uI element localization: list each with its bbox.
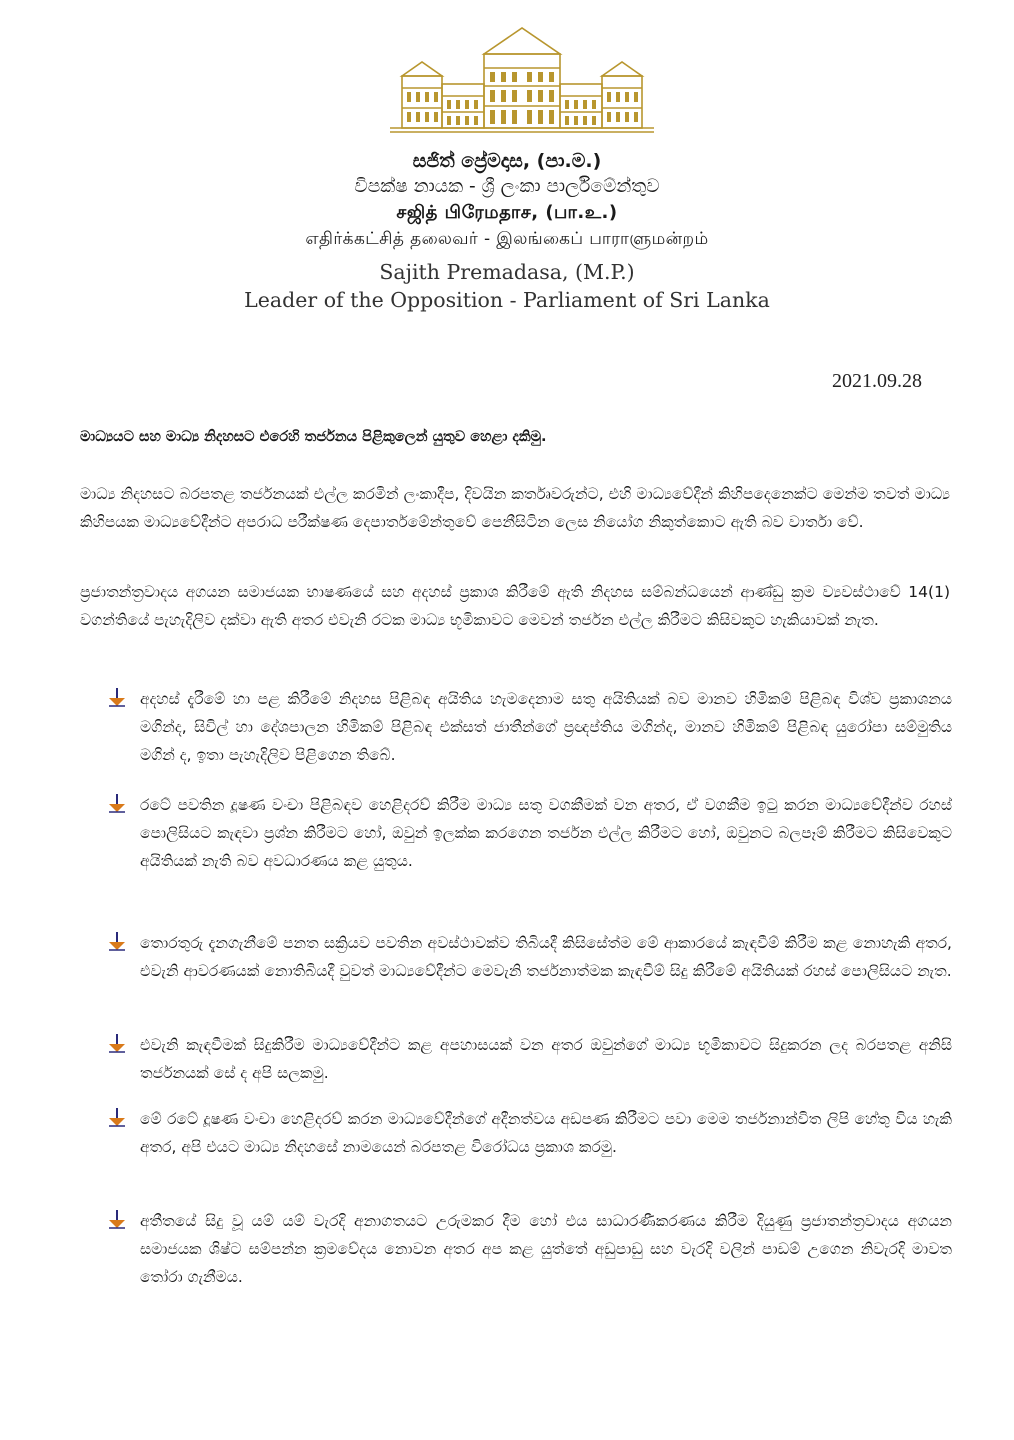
letterhead	[0, 148, 1014, 314]
letterhead-sinhala-title: විපක්ෂ නායක - ශ්‍රී ලංකා පාර්ලිමේන්තුව	[354, 176, 660, 197]
bullet-text: අදහස් දැරීමේ හා පළ කිරීමේ නිදහස පිළිබඳ අයිතිය හැමදෙනාම සතු අයිතියක් බව මානව හිමිකම් පිළිබඳ විශ්ව ප්‍රකාශනය මගින්ද, සිවිල් හා දේශපාලන හිමිකම් පිළිබඳ එක්සත් ජාතීන්ගේ ප්‍රඥප්තිය මගින්ද, මානව හිමිකම් පිළිබඳ යුරෝපා සම්මුතිය මගින් ද, ඉතා පැහැදිලිව පිළිගෙන තිබේ.	[140, 690, 952, 764]
letterhead-english-name: Sajith Premadasa, (M.P.)	[379, 260, 635, 284]
pin-arrow-bullet-icon	[106, 1033, 128, 1055]
pin-arrow-bullet-icon	[106, 931, 128, 953]
bullet-text: රටේ පවතින දූෂණ වංචා පිළිබඳව හෙළිදරව් කිරීම මාධ්‍ය සතු වගකීමක් වන අතර, ඒ වගකීම ඉටු කරන මාධ්‍යවේදීන්ව රහස් පොලිසියට කැඳවා ප්‍රශ්න කිරීමට හෝ, ඔවුන් ඉලක්ක කරගෙන තර්ජන එල්ල කිරීමට හෝ, ඔවුනට බලපෑම් කිරීමට කිසිවෙකුට අයිතියක් නැති බව අවධාරණය කළ යුතුය.	[140, 796, 952, 870]
body-paragraph: මාධ්‍ය නිදහසට බරපතළ තර්ජනයක් එල්ල කරමින් ලංකාදීප, දිවයින කර්තෘවරුන්ට, එහි මාධ්‍යවේදීන් කිහිපදෙනෙක්ට මෙන්ම තවත් මාධ්‍ය කිහිපයක මාධ්‍යවේදීන්ට අපරාධ පරීක්ෂණ දෙපාර්තමේන්තුවේ පෙනීසිටින ලෙස නියෝග නිකුත්කොට ඇති බව වාර්තා වේ.	[80, 485, 950, 531]
bullet-text: අතීතයේ සිදු වූ යම් යම් වැරදි අනාගතයට උරුමකර දීම හෝ එය සාධාරණීකරණය කිරීම දියුණු ප්‍රජාතන්ත්‍රවාදය අගයන සමාජයක ශිෂ්ට සම්පන්න ක්‍රමවේදය නොවන අතර අප කළ යුත්තේ අඩුපාඩු සහ වැරදි වලින් පාඩම් උගෙන නිවැරදි මාවත තෝරා ගැනීමය.	[140, 1212, 952, 1286]
letterhead-english-title: Leader of the Opposition - Parliament of Sri Lanka	[244, 288, 770, 312]
bullet-text: තොරතුරු දැනගැනීමේ පනත සක්‍රියව පවතින අවස්ථාවක්ව තිබියදී කිසිසේත්ම මේ ආකාරයේ කැඳවීම් කිරීම කළ නොහැකි අතර, එවැනි ආවරණයක් නොතිබියදී වුවත් මාධ්‍යවේදීන්ට මෙවැනි තර්ජනාත්මක කැඳවීම් සිදු කිරීමේ අයිතියක් රහස් පොලිසියට නැත.	[140, 934, 952, 980]
pin-arrow-bullet-icon	[106, 793, 128, 815]
parliament-building-logo	[388, 24, 656, 136]
letterhead-tamil-title: எதிர்க்கட்சித் தலைவர் - இலங்கைப் பாராளுமன்றம்	[305, 229, 709, 249]
pin-arrow-bullet-icon	[106, 687, 128, 709]
pin-arrow-bullet-icon	[106, 1107, 128, 1129]
bullet-text: මේ රටේ දූෂණ වංචා හෙළිදරව් කරන මාධ්‍යවේදීන්ගේ අදීනත්වය අඩපණ කිරීමට පවා මෙම තර්ජනාන්විත ලිපි හේතු විය හැකි අතර, අපි එයට මාධ්‍ය නිදහසේ නාමයෙන් බරපතළ විරෝධය ප්‍රකාශ කරමු.	[140, 1110, 952, 1156]
letterhead-tamil-name: சஜித் பிரேமதாச, (பா.உ.)	[396, 202, 618, 223]
letterhead-sinhala-name: සජිත් ප්‍රේමදාස, (පා.ම.)	[412, 150, 602, 172]
body-paragraph: ප්‍රජාතන්ත්‍රවාදය අගයන සමාජයක භාෂණයේ සහ අදහස් ප්‍රකාශ කිරීමේ ඇති නිදහස සම්බන්ධයෙන් ආණ්ඩු ක්‍රම ව්‍යවස්ථාවේ 14(1) වගන්තියේ පැහැදිලිව දක්වා ඇති අතර එවැනි රටක මාධ්‍ය භූමිකාවට මෙවන් තර්ජන එල්ල කිරීමට කිසිවකුට හැකියාවක් නැත.	[80, 583, 950, 629]
pin-arrow-bullet-icon	[106, 1209, 128, 1231]
document-date: 2021.09.28	[832, 370, 922, 392]
document-subject: මාධ්‍යයට සහ මාධ්‍ය නිදහසට එරෙහි තර්ජනය පිළිකුලෙන් යුතුව හෙළා දකිමු.	[80, 429, 547, 445]
bullet-text: එවැනි කැඳවීමක් සිදුකිරීම මාධ්‍යවේදීන්ට කළ අපහාසයක් වන අතර ඔවුන්ගේ මාධ්‍ය භූමිකාවට සිදුකරන ලද බරපතළ අනිසි තර්ජනයක් සේ ද අපි සලකමු.	[140, 1036, 952, 1082]
